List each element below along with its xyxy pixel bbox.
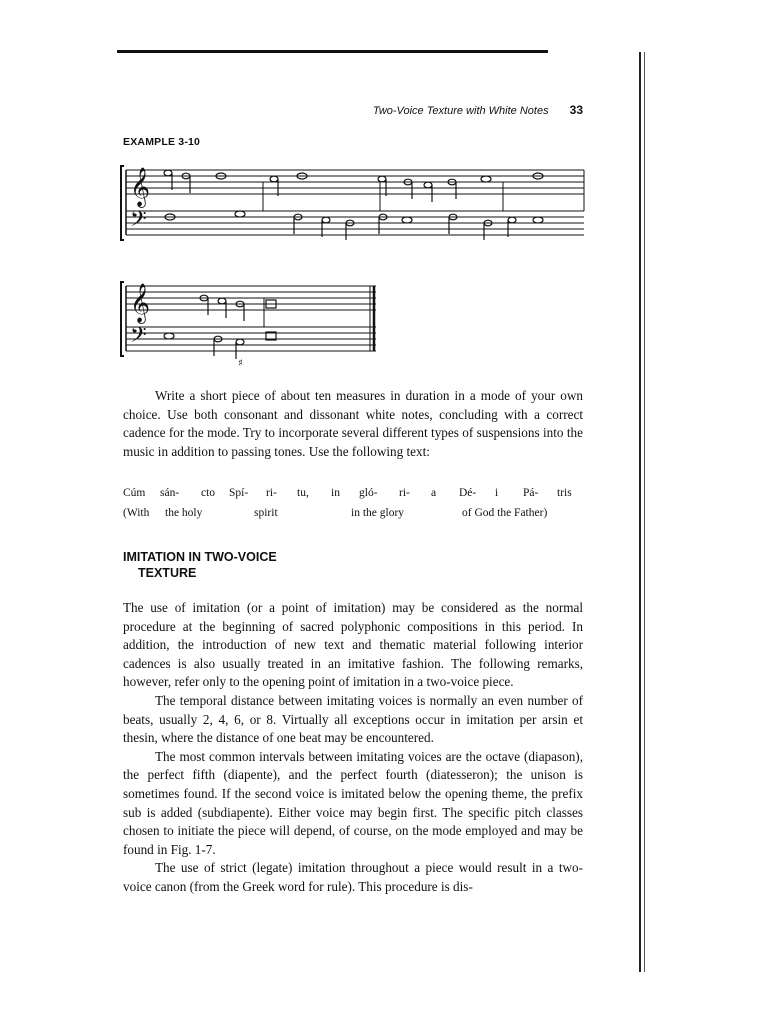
body-paragraph: The use of strict (legate) imitation throughout a piece would result in a two-voice canon (from the Greek word for rule). This procedure is dis- xyxy=(123,860,583,894)
latin-syllable: tris xyxy=(557,487,572,499)
svg-text:♯: ♯ xyxy=(238,358,243,368)
music-system-2 xyxy=(118,276,388,368)
body-paragraph: The most common intervals between imitating voices are the octave (diapason), the perfect fifth (diapente), and the perfect fourth (diatesseron); the unison is sometimes found. If the second voice is imitated below the opening theme, the prefix sub is added (subdiapente). Either voice may begin first. The specific pitch classes chosen to initiate the piece will depend, of course, on the mode employed and may be found in Fig. 1-7. xyxy=(123,748,583,857)
running-head-title: Two-Voice Texture with White Notes xyxy=(372,105,549,117)
running-head xyxy=(300,103,583,117)
translation-fragment: the holy xyxy=(165,507,203,519)
body-paragraph: The temporal distance between imitating voices is normally an even number of beats, usually 2, 4, 6, or 8. Virtually all exceptions occur in imitation per arsin et thesin, where the distance of one beat may be encountered. xyxy=(123,692,583,746)
book-spine-edge xyxy=(632,52,654,972)
latin-syllable: ri- xyxy=(399,487,410,499)
music-system-1 xyxy=(118,160,588,245)
latin-syllable: in xyxy=(331,487,340,499)
svg-text:𝄞: 𝄞 xyxy=(130,167,151,207)
exercise-text: Write a short piece of about ten measures in duration in a mode of your own choice. Use both consonant and dissonant white notes, concluding with a correct cadence for the mode. Try to incorporate several different types of suspensions into the music in addition to passing tones. Use the following text: xyxy=(123,388,583,459)
translation-fragment: of God the Father) xyxy=(462,507,548,519)
exercise-paragraph xyxy=(123,387,583,461)
latin-syllable: sán- xyxy=(160,487,180,499)
latin-translation-row xyxy=(123,507,583,527)
latin-syllable: i xyxy=(495,487,499,499)
section-heading xyxy=(123,549,277,581)
body-paragraph: The use of imitation (or a point of imitation) may be considered as the normal procedure at the beginning of sacred polyphonic compositions in this period. In addition, the introduction of new text and thematic material following interior cadences is also usually treated in an imitative fashion. The following remarks, however, refer only to the opening point of imitation in a two-voice piece. xyxy=(123,600,583,690)
latin-syllable: Cúm xyxy=(123,487,146,499)
latin-syllable: Spí- xyxy=(229,487,249,499)
svg-text:𝄢: 𝄢 xyxy=(130,323,147,353)
latin-syllable: tu, xyxy=(297,487,309,499)
svg-text:𝄢: 𝄢 xyxy=(130,207,147,237)
body-text xyxy=(123,599,583,897)
latin-syllables-row xyxy=(123,487,583,507)
page-number: 33 xyxy=(569,103,583,117)
section-heading-line-1: IMITATION IN TWO-VOICE xyxy=(123,550,277,564)
latin-syllable: cto xyxy=(201,487,216,499)
section-heading-line-2: TEXTURE xyxy=(138,566,197,580)
latin-syllable: gló- xyxy=(359,487,378,499)
svg-text:𝄞: 𝄞 xyxy=(130,283,151,323)
top-rule xyxy=(117,50,548,53)
translation-fragment: in the glory xyxy=(351,507,405,519)
latin-syllable: Pá- xyxy=(523,487,539,499)
translation-fragment: spirit xyxy=(254,507,278,519)
translation-fragment: (With xyxy=(123,507,150,519)
latin-text xyxy=(123,487,583,527)
latin-syllable: a xyxy=(431,487,437,499)
latin-syllable: Dé- xyxy=(459,487,477,499)
latin-syllable: ri- xyxy=(266,487,277,499)
example-label: EXAMPLE 3-10 xyxy=(123,136,201,148)
